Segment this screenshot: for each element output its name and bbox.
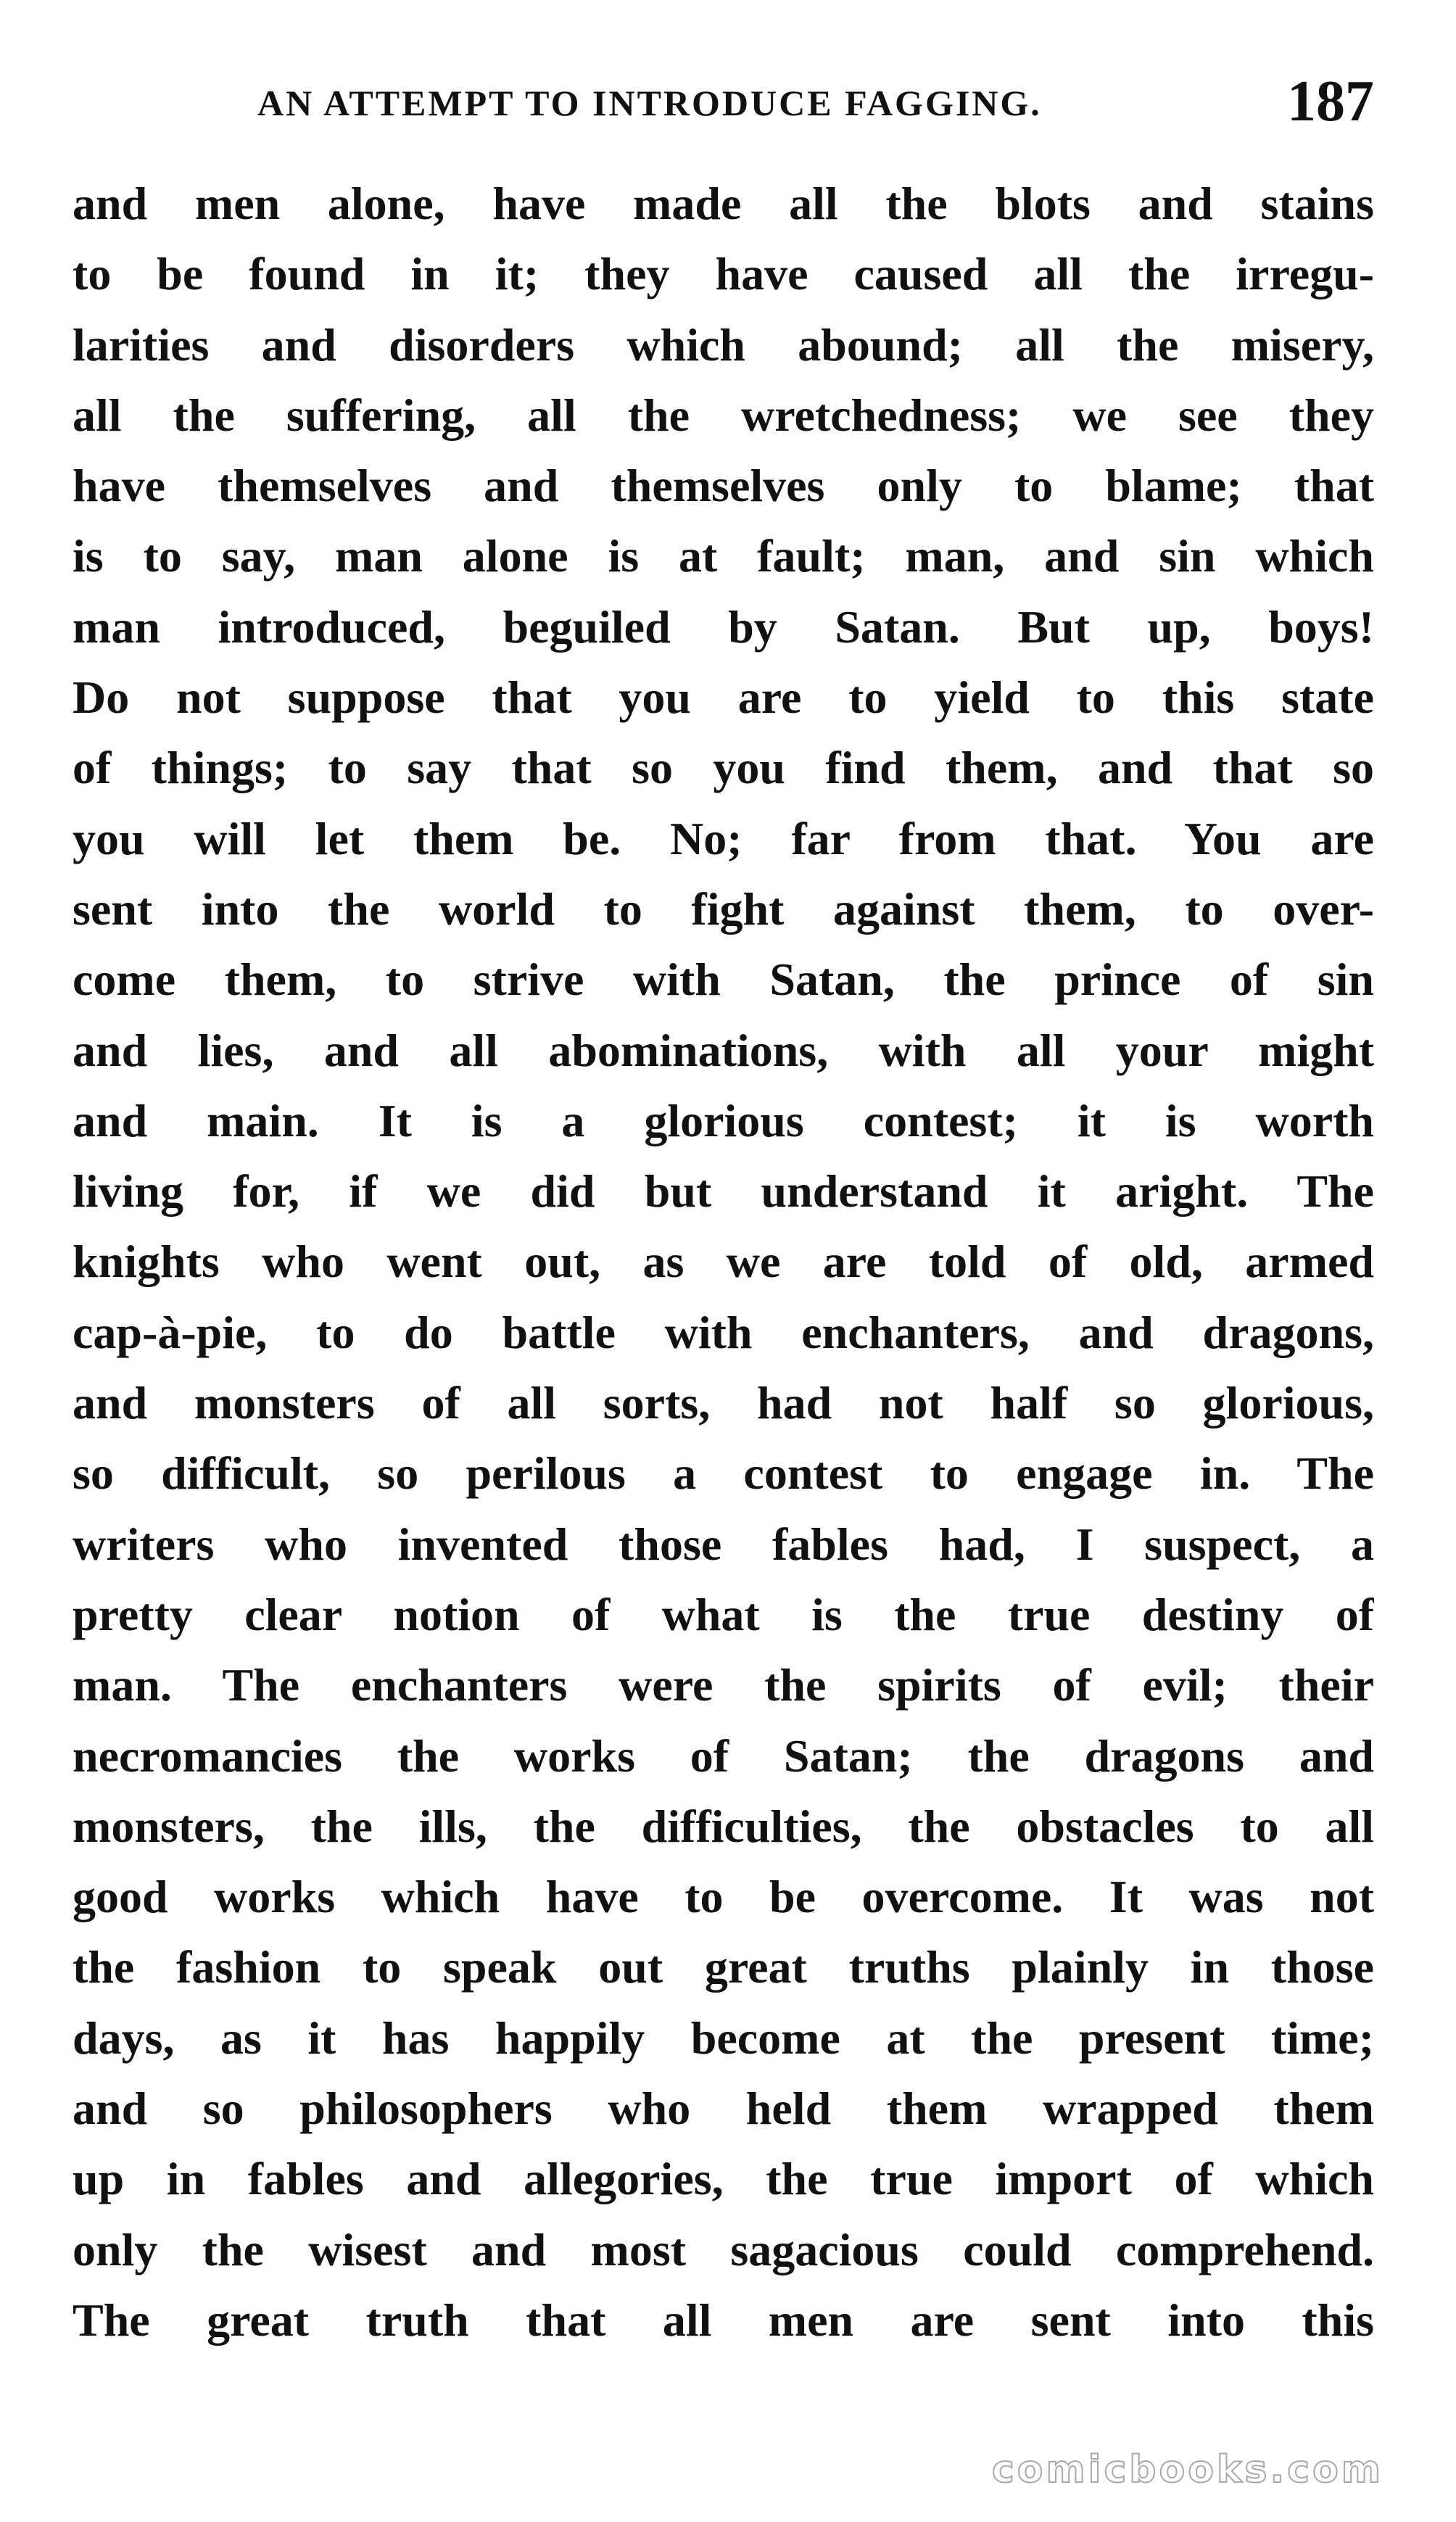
text-line: man. The enchanters were the spirits of evil; their [73,1659,1374,1711]
page-number: 187 [1287,70,1374,133]
text-line: pretty clear notion of what is the true destiny of [73,1588,1374,1640]
running-title: AN ATTEMPT TO INTRODUCE FAGGING. [257,83,1042,123]
text-line: the fashion to speak out great truths plainly in those [73,1941,1374,1993]
text-line: larities and disorders which abound; all the misery, [73,318,1374,371]
text-line: cap-à-pie, to do battle with enchanters, and dragons, [73,1306,1374,1358]
text-line: come them, to strive with Satan, the prince of sin [73,954,1374,1006]
text-line: and men alone, have made all the blots and stains [73,178,1374,229]
text-line: The great truth that all men are sent into this [73,2294,1374,2346]
text-line: and main. It is a glorious contest; it is worth [73,1094,1374,1146]
text-line: necromancies the works of Satan; the dragons and [73,1729,1374,1782]
text-line: man introduced, beguiled by Satan. But up, boys! [73,600,1374,653]
text-line: sent into the world to fight against them, to over- [73,882,1374,935]
text-line: of things; to say that so you find them, and that so [73,742,1374,794]
text-line: to be found in it; they have caused all the irregu- [73,248,1374,300]
text-line: and so philosophers who held them wrapped them [73,2083,1374,2135]
text-line: and monsters of all sorts, had not half so glorious, [73,1377,1374,1429]
text-line: so difficult, so perilous a contest to engage in. The [73,1447,1374,1500]
text-line: is to say, man alone is at fault; man, and sin which [73,530,1374,582]
text-line: knights who went out, as we are told of old, armed [73,1236,1374,1288]
text-line: all the suffering, all the wretchedness; we see they [73,389,1374,441]
text-line: writers who invented those fables had, I suspect, a [73,1518,1374,1570]
text-line: days, as it has happily become at the present time; [73,2012,1374,2064]
watermark: comicbooks.com [991,2448,1383,2492]
text-line: up in fables and allegories, the true import of which [73,2153,1374,2205]
text-line: living for, if we did but understand it aright. The [73,1165,1374,1217]
text-line: good works which have to be overcome. It was not [73,1871,1374,1923]
running-head [257,69,1374,134]
text-line: you will let them be. No; far from that. You are [73,812,1374,864]
text-line: have themselves and themselves only to blame; that [73,460,1374,512]
text-line: and lies, and all abominations, with all your might [73,1024,1374,1076]
text-line: monsters, the ills, the difficulties, the obstacles to all [73,1800,1374,1852]
text-line: only the wisest and most sagacious could comprehend. [73,2223,1374,2275]
body-text [73,168,1374,2355]
text-line: Do not suppose that you are to yield to this state [73,671,1374,724]
